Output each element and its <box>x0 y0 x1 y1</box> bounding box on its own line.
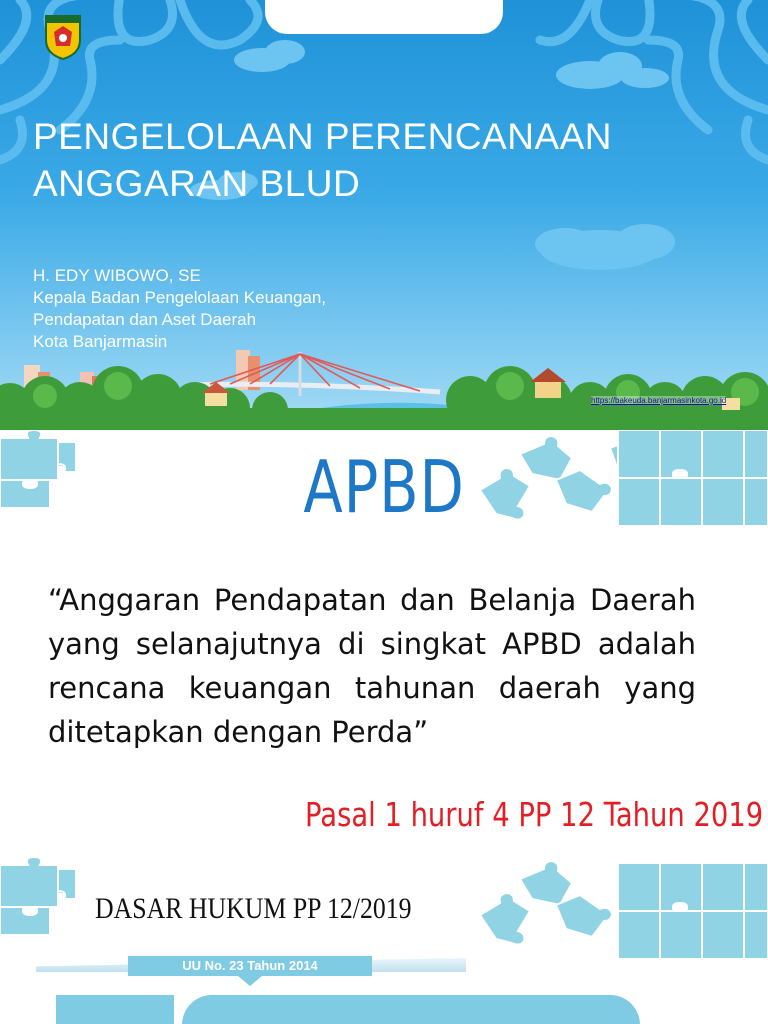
legal-reference: Pasal 1 huruf 4 PP 12 Tahun 2019 <box>305 795 764 834</box>
apbd-slide <box>0 430 768 855</box>
diagram-block-left <box>56 995 174 1024</box>
title-line-1: PENGELOLAAN PERENCANAAN <box>33 116 613 157</box>
city-logo-icon <box>44 12 82 60</box>
author-name: H. EDY WIBOWO, SE <box>33 266 201 285</box>
author-role-line-1: Kepala Badan Pengelolaan Keuangan, <box>33 288 327 307</box>
title-slide <box>0 0 768 430</box>
presentation-title <box>33 113 612 207</box>
author-city: Kota Banjarmasin <box>33 332 168 351</box>
law-label-badge: UU No. 23 Tahun 2014 <box>128 956 372 976</box>
diagram-block-right <box>182 995 640 1024</box>
author-role-line-2: Pendapatan dan Aset Daerah <box>33 310 257 329</box>
apbd-definition-quote: “Anggaran Pendapatan dan Belanja Daerah yang selanajutnya di singkat APBD adalah rencana keuangan tahunan daerah yang ditetapkan dengan Perda” <box>48 583 696 749</box>
author-block <box>33 265 326 353</box>
apbd-heading: APBD <box>303 445 465 529</box>
legal-basis-heading: DASAR HUKUM PP 12/2019 <box>95 892 412 925</box>
top-notch <box>265 0 503 34</box>
title-slide-illustration <box>0 0 768 430</box>
website-link[interactable]: https://bakeuda.banjarmasinkota.go.id <box>591 396 727 405</box>
legal-basis-slide <box>0 855 768 1024</box>
down-arrow-icon <box>238 976 262 986</box>
title-line-2: ANGGARAN BLUD <box>33 163 361 204</box>
